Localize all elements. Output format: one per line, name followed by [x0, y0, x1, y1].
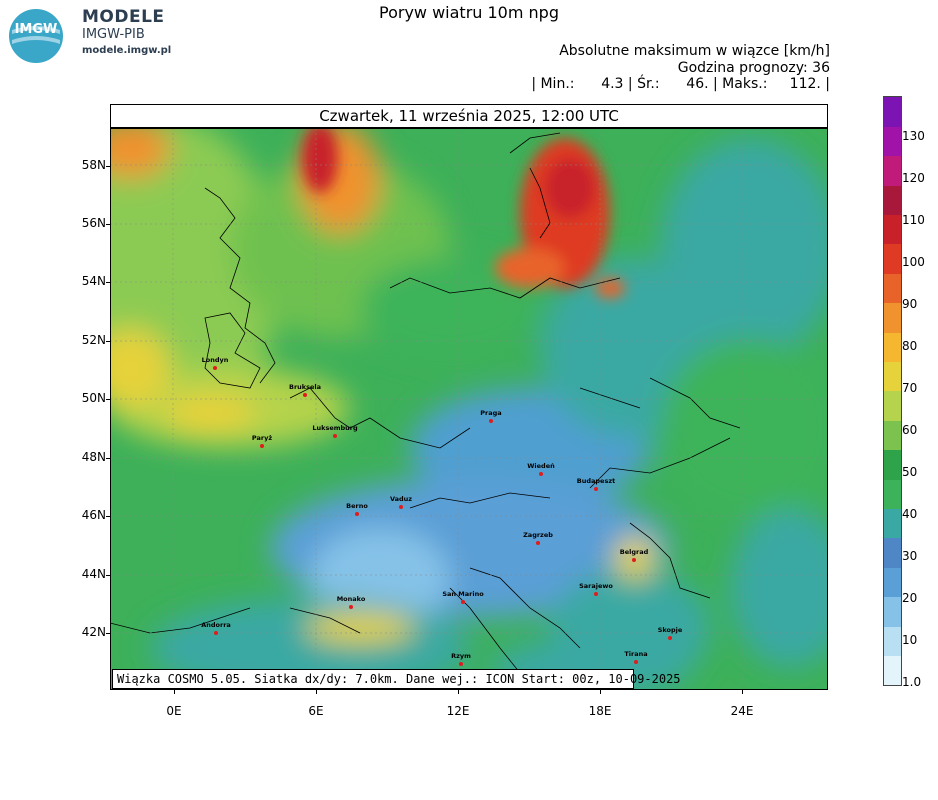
lat-tick-label: 58N	[81, 158, 106, 172]
lon-tick	[742, 690, 743, 694]
colorbar-segment	[884, 450, 901, 480]
city-marker	[355, 512, 359, 516]
colorbar-label: 30	[902, 549, 918, 563]
colorbar-label: 60	[902, 423, 918, 437]
meta-line-2: Godzina prognozy: 36	[677, 59, 830, 76]
lon-tick-label: 12E	[446, 704, 470, 718]
colorbar-segment	[884, 97, 901, 127]
city-label: San Marino	[442, 590, 484, 598]
city-marker	[214, 631, 218, 635]
page-title: Poryw wiatru 10m npg	[379, 3, 559, 22]
lat-tick-label: 56N	[81, 216, 106, 230]
lat-tick-label: 44N	[81, 567, 106, 581]
lon-tick-label: 6E	[308, 704, 324, 718]
colorbar-label: 80	[902, 339, 918, 353]
colorbar-segment	[884, 656, 901, 686]
city-label: Monako	[336, 595, 366, 603]
colorbar-segment	[884, 538, 901, 568]
lat-tick-label: 54N	[81, 274, 106, 288]
colorbar-label: 10	[902, 633, 918, 647]
colorbar-segment	[884, 391, 901, 421]
city-marker	[459, 662, 463, 666]
svg-text:IMGW: IMGW	[14, 22, 58, 37]
logo-subtitle: IMGW-PIB	[82, 27, 145, 42]
colorbar-label: 20	[902, 591, 918, 605]
lat-tick	[106, 633, 110, 634]
lat-tick	[106, 458, 110, 459]
colorbar-segment	[884, 185, 901, 215]
lat-tick	[106, 166, 110, 167]
lon-tick-label: 24E	[730, 704, 754, 718]
city-label: Berno	[346, 502, 368, 510]
city-label: Skopje	[657, 626, 683, 634]
colorbar-label: 90	[902, 297, 918, 311]
city-marker	[461, 600, 465, 604]
colorbar-segment	[884, 244, 901, 274]
city-label: Budapeszt	[576, 477, 616, 485]
logo-title: MODELE	[82, 7, 165, 27]
colorbar-segment	[884, 567, 901, 597]
city-label: Rzym	[451, 652, 471, 660]
lon-tick	[600, 690, 601, 694]
map-date-title: Czwartek, 11 września 2025, 12:00 UTC	[110, 104, 828, 128]
lat-tick	[106, 224, 110, 225]
city-label: Paryż	[251, 434, 273, 442]
colorbar-segment	[884, 362, 901, 392]
colorbar-segment	[884, 273, 901, 303]
lon-tick-label: 0E	[166, 704, 182, 718]
city-marker	[632, 558, 636, 562]
city-marker	[489, 419, 493, 423]
lon-tick	[458, 690, 459, 694]
city-marker	[303, 393, 307, 397]
colorbar-segment	[884, 479, 901, 509]
city-marker	[536, 541, 540, 545]
wind-field-svg	[110, 128, 828, 690]
colorbar-label: 110	[902, 213, 925, 227]
colorbar-segment	[884, 332, 901, 362]
city-label: Bruksela	[288, 383, 322, 391]
city-label: Sarajewo	[579, 582, 613, 590]
wind-gust-map	[110, 128, 828, 690]
city-label: Praga	[480, 409, 502, 417]
lat-tick	[106, 399, 110, 400]
city-marker	[634, 660, 638, 664]
colorbar-segment	[884, 303, 901, 333]
model-info-footer: Wiązka COSMO 5.05. Siatka dx/dy: 7.0km. Dane wej.: ICON Start: 00z, 10-09-2025	[112, 669, 634, 689]
colorbar-label: 40	[902, 507, 918, 521]
forecast-meta	[531, 43, 830, 93]
colorbar-segment	[884, 126, 901, 156]
city-marker	[539, 472, 543, 476]
city-marker	[333, 434, 337, 438]
lat-tick	[106, 341, 110, 342]
lon-tick	[174, 690, 175, 694]
lat-tick-label: 50N	[81, 391, 106, 405]
city-label: Vaduz	[389, 495, 413, 503]
city-marker	[594, 592, 598, 596]
lon-tick-label: 18E	[588, 704, 612, 718]
colorbar-label: 70	[902, 381, 918, 395]
lat-tick-label: 52N	[81, 333, 106, 347]
colorbar-label: 130	[902, 129, 925, 143]
city-label: Wiedeń	[527, 462, 555, 470]
colorbar-segment	[884, 509, 901, 539]
lat-tick-label: 48N	[81, 450, 106, 464]
logo-url[interactable]: modele.imgw.pl	[82, 45, 172, 56]
colorbar	[883, 96, 902, 686]
colorbar-segment	[884, 156, 901, 186]
city-marker	[668, 636, 672, 640]
lat-tick	[106, 516, 110, 517]
colorbar-label: 1.0	[902, 675, 922, 689]
colorbar-label: 100	[902, 255, 925, 269]
colorbar-segment	[884, 626, 901, 656]
city-label: Londyn	[201, 356, 229, 364]
colorbar-segment	[884, 420, 901, 450]
lat-tick	[106, 282, 110, 283]
meta-line-1: Absolutne maksimum w wiązce [km/h]	[559, 43, 830, 59]
city-marker	[349, 605, 353, 609]
city-label: Luksemburg	[312, 424, 358, 432]
colorbar-label: 50	[902, 465, 918, 479]
city-marker	[260, 444, 264, 448]
colorbar-segment	[884, 597, 901, 627]
colorbar-label: 120	[902, 171, 925, 185]
city-marker	[594, 487, 598, 491]
lon-tick	[316, 690, 317, 694]
meta-line-3: | Min.: 4.3 | Śr.: 46. | Maks.: 112. |	[531, 76, 830, 92]
city-label: Belgrad	[619, 548, 649, 556]
city-label: Tirana	[624, 650, 648, 658]
city-label: Andorra	[201, 621, 231, 629]
city-marker	[399, 505, 403, 509]
city-label: Zagrzeb	[523, 531, 553, 539]
lat-tick	[106, 575, 110, 576]
lat-tick-label: 42N	[81, 625, 106, 639]
lat-tick-label: 46N	[81, 508, 106, 522]
colorbar-segment	[884, 215, 901, 245]
city-marker	[213, 366, 217, 370]
